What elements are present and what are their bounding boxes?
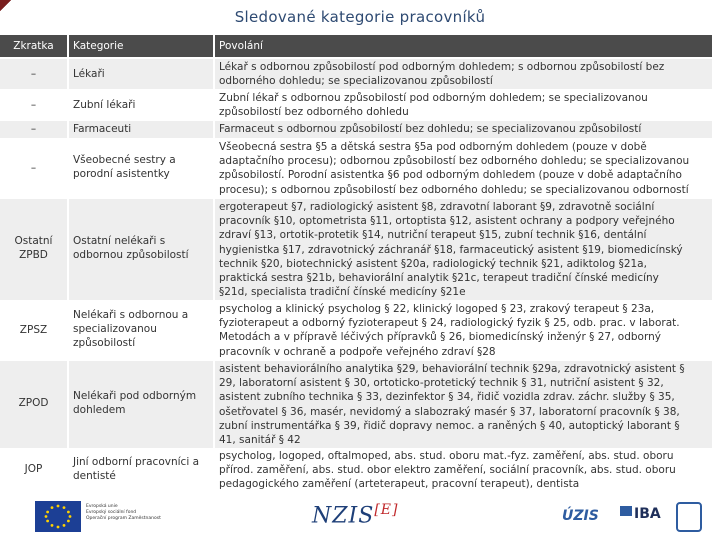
row-zkratka: –	[30, 123, 37, 135]
row-povolani: Farmaceut s odbornou způsobilostí bez dohledu; se specializovanou způsobilostí	[219, 123, 642, 135]
row-kategorie: Nelékaři pod odborným dohledem	[73, 390, 197, 416]
iba-logo: IBA	[620, 506, 661, 522]
row-povolani: psycholog a klinický psycholog § 22, klinický logoped § 23, zrakový terapeut § 23a, fyzioterapeut a odborný fyzioterapeut § 24, radiologický fyzik § 25, odb. prac. v laborat. Metodách a v přípravě léčivých přípravků § 26, biomedicínský inženýr § 27, odborný pracovník v ochraně a podpoře veřejného zdraví §28	[219, 303, 680, 358]
row-povolani: Zubní lékař s odbornou způsobilostí pod odborným dohledem; se specializovanou způsobilostí bez odborného dohledu	[219, 92, 648, 119]
row-zkratka: –	[30, 162, 37, 174]
eu-flag-icon	[35, 501, 81, 532]
row-zkratka: JOP	[24, 463, 43, 475]
table-row	[0, 121, 712, 138]
table-row	[0, 199, 712, 300]
header-kategorie: Kategorie	[73, 40, 124, 52]
table-row	[0, 90, 712, 120]
partner-badge-icon	[676, 502, 702, 532]
row-kategorie: Ostatní nelékaři s odbornou způsobilostí	[73, 235, 189, 261]
row-zkratka: –	[30, 68, 37, 80]
row-zkratka: ZPOD	[18, 397, 49, 409]
table-row	[0, 449, 712, 493]
uzis-logo: ÚZIS	[562, 508, 599, 524]
row-zkratka: ZPSZ	[19, 324, 48, 336]
header-zkratka: Zkratka	[13, 40, 54, 52]
row-kategorie: Farmaceuti	[73, 123, 132, 135]
row-povolani: Všeobecná sestra §5 a dětská sestra §5a pod odborným dohledem (pouze v době adaptačního procesu); odbornou způsobilostí bez odborného dohledu; se specializovanou způsobilostí. Porodní asistentka §6 pod odborným dohledem (pouze v době adaptačního procesu); s odbornou způsobilostí bez odborného dohledu; se specializovanou odborností	[219, 141, 690, 196]
page-title: Sledované kategorie pracovníků	[234, 8, 486, 26]
row-kategorie: Zubní lékaři	[73, 99, 136, 111]
footer-logos	[0, 494, 720, 540]
row-kategorie: Lékaři	[73, 68, 105, 80]
table-row	[0, 139, 712, 198]
eu-text: Evropská unie Evropský sociální fond Operační program Zaměstnanost	[86, 504, 161, 521]
row-povolani: psycholog, logoped, oftalmoped, abs. stud. oboru mat.-fyz. zaměření, abs. stud. oboru přírod. zaměření, abs. stud. obor elektro zaměření, sociální pracovník, abs. stud. oboru pedagogického zaměření (arteterapeut, pracovní terapeut), dentista	[219, 450, 676, 491]
header-povolani: Povolání	[219, 40, 263, 52]
row-zkratka: Ostatní ZPBD	[14, 235, 53, 261]
row-povolani: Lékař s odbornou způsobilostí pod odborným dohledem; s odbornou způsobilostí bez odborného dohledu; se specializovanou způsobilostí	[219, 61, 665, 88]
row-kategorie: Nelékaři s odbornou a specializovanou způsobilostí	[73, 309, 189, 349]
row-zkratka: –	[30, 99, 37, 111]
nzis-logo: NZIS[E]	[312, 502, 399, 529]
iba-mark-icon	[620, 506, 632, 516]
row-povolani: ergoterapeut §7, radiologický asistent §8, zdravotní laborant §9, zdravotně sociální pracovník §10, optometrista §11, ortoptista §12, asistent ochrany a podpory veřejného zdraví §13, ortotik-protetik §14, nutriční terapeut §15, zubní technik §16, dentální hygienistka §17, zdravotnický záchranář §18, farmaceutický asistent §19, biomedicínský technik §20, biotechnický asistent §20a, radiologický technik §21, adiktolog §21a, praktická sestra §21b, behaviorální analytik §21c, terapeut tradiční čínské medicíny §21d, specialista tradiční čínské medicíny §21e	[219, 201, 683, 299]
row-kategorie: Jiní odborní pracovníci a dentisté	[73, 456, 200, 482]
table-row	[0, 301, 712, 360]
row-kategorie: Všeobecné sestry a porodní asistentky	[73, 154, 176, 180]
row-povolani: asistent behaviorálního analytika §29, behaviorální technik §29a, zdravotnický asistent § 29, laboratorní asistent § 30, ortoticko-protetický technik § 31, nutriční asistent § 32, asistent zubního technika § 33, dezinfektor § 34, řidič vozidla zdrav. záchr. služby § 35, ošetřovatel § 36, masér, nevidomý a slabozraký masér § 37, laboratorní pracovník § 38, zubní instrumentářka § 39, řidič dopravy nemoc. a raněných § 40, autoptický laborant § 41, sanitář § 42	[219, 363, 685, 447]
table-row	[0, 361, 712, 448]
table-header-row	[0, 35, 712, 57]
table-row	[0, 59, 712, 89]
